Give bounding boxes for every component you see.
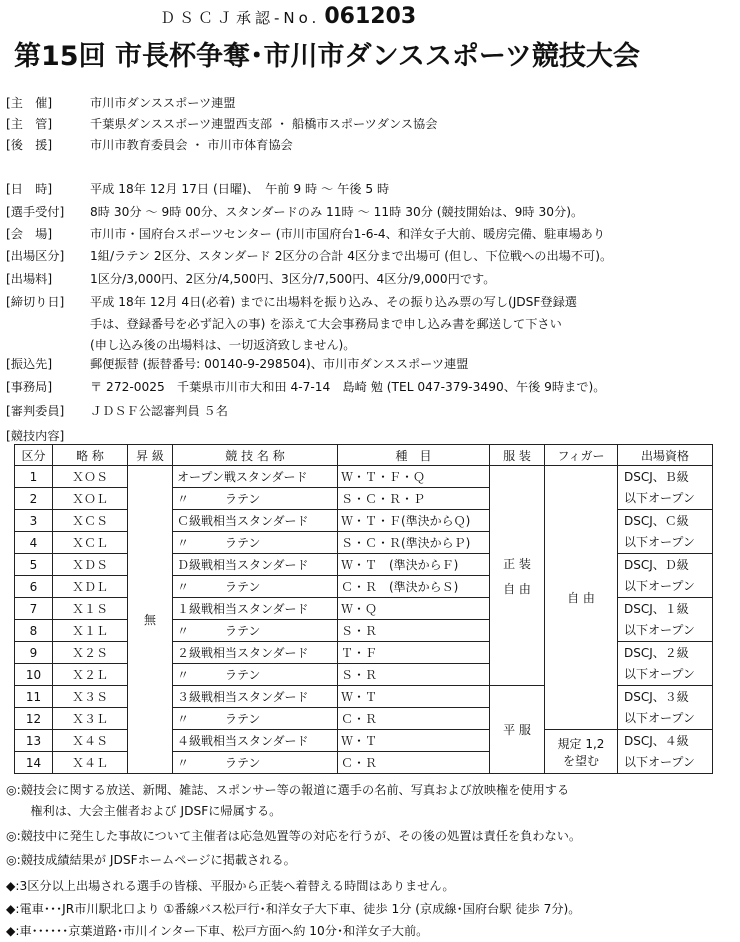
dance-type-cell: Ｃ・Ｒ: [338, 752, 490, 774]
event-name-cell: １級戦相当スタンダード: [173, 598, 338, 620]
abbr-cell: Ｘ１Ｌ: [53, 620, 128, 642]
event-name-cell: 〃 ラテン: [173, 620, 338, 642]
info-label: [主 管]: [6, 117, 53, 131]
info-label: [出場料]: [6, 272, 53, 286]
info-value: ＪＤＳＦ公認審判員 ５名: [90, 404, 228, 418]
abbr-cell: Ｘ３Ｌ: [53, 708, 128, 730]
info-value: 市川市教育委員会 ・ 市川市体育協会: [90, 138, 293, 152]
figure-rule-line1: 規定 1,2: [557, 736, 605, 751]
dance-type-cell: Ｔ・Ｆ: [338, 642, 490, 664]
note-line: ◎:競技中に発生した事故について主催者は応急処置等の対応を行うが、その後の処置は責任を負わない。: [6, 829, 582, 843]
info-value: 〒 272-0025 千葉県市川市大和田 4-7-14 島崎 勉 (TEL 047-379-3490、午後 9時まで)。: [90, 380, 606, 394]
dance-type-cell: Ｓ・Ｃ・Ｒ・Ｐ: [338, 488, 490, 510]
info-label: [締切り日]: [6, 295, 65, 309]
qualification-line2: 以下オープン: [624, 666, 695, 681]
qualification-cell: [618, 730, 713, 774]
dance-type-cell: Ｃ・Ｒ: [338, 708, 490, 730]
info-value: 平成 18年 12月 17日 (日曜)、 午前 9 時 ～ 午後 5 時: [90, 182, 390, 196]
info-value: 平成 18年 12月 4日(必着) までに出場料を振り込み、その振り込み票の写し(JDSF登録選: [90, 295, 577, 309]
info-label: [審判委員]: [6, 404, 65, 418]
qualification-line2: 以下オープン: [624, 622, 695, 637]
qualification-cell: [618, 466, 713, 510]
event-name-cell: 〃 ラテン: [173, 708, 338, 730]
event-name-cell: オープン戦スタンダード: [173, 466, 338, 488]
header-cell: フィガー: [545, 445, 618, 466]
info-value: 千葉県ダンススポーツ連盟西支部 ・ 船橋市スポーツダンス協会: [90, 117, 438, 131]
kubun-cell: 9: [15, 642, 53, 664]
qualification-line2: 以下オープン: [624, 534, 695, 549]
abbr-cell: ＸＯＳ: [53, 466, 128, 488]
qualification-line1: DSCJ、４級: [624, 733, 689, 748]
dance-type-cell: Ｗ・Ｔ (準決からＦ): [338, 554, 490, 576]
figure-free-cell: 自 由: [545, 466, 618, 730]
abbr-cell: Ｘ４Ｓ: [53, 730, 128, 752]
abbr-cell: Ｘ３Ｓ: [53, 686, 128, 708]
abbr-cell: ＸＤＳ: [53, 554, 128, 576]
info-value: 市川市・国府台スポーツセンター (市川市国府台1-6-4、和洋女子大前、暖房完備、駐車場あり: [90, 227, 606, 241]
qualification-cell: [618, 554, 713, 598]
event-name-cell: 〃 ラテン: [173, 488, 338, 510]
qualification-line1: DSCJ、１級: [624, 601, 689, 616]
dance-type-cell: Ｃ・Ｒ (準決からＳ): [338, 576, 490, 598]
note-line: 権利は、大会主催者および JDSFに帰属する。: [6, 804, 282, 818]
event-name-cell: ３級戦相当スタンダード: [173, 686, 338, 708]
info-value: 1区分/3,000円、2区分/4,500円、3区分/7,500円、4区分/9,000円です。: [90, 272, 496, 286]
info-value: 市川市ダンススポーツ連盟: [90, 96, 236, 110]
dance-type-cell: Ｗ・Ｔ: [338, 730, 490, 752]
table-header: [15, 445, 713, 466]
dance-type-cell: Ｗ・Ｔ: [338, 686, 490, 708]
kubun-cell: 10: [15, 664, 53, 686]
note-line: ◆:3区分以上出場される選手の皆様、平服から正装へ着替える時間はありません。: [6, 879, 455, 893]
qualification-cell: [618, 686, 713, 730]
header-cell: 昇 級: [128, 445, 173, 466]
abbr-cell: ＸＯＬ: [53, 488, 128, 510]
info-label: [主 催]: [6, 96, 53, 110]
section-label: [競技内容]: [6, 429, 65, 443]
qualification-cell: [618, 510, 713, 554]
header-cell: 略 称: [53, 445, 128, 466]
info-label: [日 時]: [6, 182, 53, 196]
qualification-line1: DSCJ、３級: [624, 689, 689, 704]
kubun-cell: 11: [15, 686, 53, 708]
kubun-cell: 14: [15, 752, 53, 774]
header-cell: 服 装: [490, 445, 545, 466]
figure-rule-line2: を望む: [562, 753, 599, 768]
header-cell: 種 目: [338, 445, 490, 466]
dance-type-cell: Ｗ・Ｑ: [338, 598, 490, 620]
dance-type-cell: Ｓ・Ｃ・Ｒ(準決からＰ): [338, 532, 490, 554]
abbr-cell: Ｘ４Ｌ: [53, 752, 128, 774]
event-name-cell: Ｃ級戦相当スタンダード: [173, 510, 338, 532]
kubun-cell: 5: [15, 554, 53, 576]
qualification-line1: DSCJ、Ｂ級: [624, 469, 689, 484]
approval-label: ＤＳＣＪ承認-No.: [160, 9, 321, 27]
event-name-cell: ２級戦相当スタンダード: [173, 642, 338, 664]
table-row: [15, 466, 713, 488]
qualification-line1: DSCJ、Ｃ級: [624, 513, 689, 528]
kubun-cell: 7: [15, 598, 53, 620]
page-title: 第15回 市長杯争奪･市川市ダンススポーツ競技大会: [14, 41, 640, 72]
kubun-cell: 4: [15, 532, 53, 554]
abbr-cell: ＸＣＬ: [53, 532, 128, 554]
abbr-cell: ＸＤＬ: [53, 576, 128, 598]
info-value-continued: 手は、登録番号を必ず記入の事) を添えて大会事務局まで申し込み書を郵送して下さい: [90, 317, 562, 331]
info-label: [後 援]: [6, 138, 53, 152]
qualification-line2: 以下オープン: [624, 754, 695, 769]
qualification-line2: 以下オープン: [624, 710, 695, 725]
abbr-cell: Ｘ２Ｌ: [53, 664, 128, 686]
kubun-cell: 3: [15, 510, 53, 532]
dress-formal-cell: [490, 466, 545, 686]
header-cell: 区分: [15, 445, 53, 466]
dress-formal-label: 正 装: [503, 556, 531, 571]
kubun-cell: 12: [15, 708, 53, 730]
info-label: [事務局]: [6, 380, 53, 394]
promotion-cell: 無: [128, 466, 173, 774]
event-name-cell: 〃 ラテン: [173, 532, 338, 554]
info-label: [会 場]: [6, 227, 53, 241]
qualification-line2: 以下オープン: [624, 490, 695, 505]
approval-no: 061203: [324, 4, 417, 29]
qualification-cell: [618, 642, 713, 686]
kubun-cell: 8: [15, 620, 53, 642]
kubun-cell: 13: [15, 730, 53, 752]
header-cell: 競 技 名 称: [173, 445, 338, 466]
qualification-line1: DSCJ、２級: [624, 645, 689, 660]
note-line: ◎:競技会に関する放送、新聞、雑誌、スポンサー等の報道に選手の名前、写真および放映権を使用する: [6, 783, 570, 797]
info-value: 8時 30分 ～ 9時 00分、スタンダードのみ 11時 ～ 11時 30分 (競技開始は、9時 30分)。: [90, 205, 584, 219]
kubun-cell: 2: [15, 488, 53, 510]
kubun-cell: 1: [15, 466, 53, 488]
info-value-continued: (申し込み後の出場料は、一切返済致しません)。: [90, 338, 356, 352]
event-name-cell: ４級戦相当スタンダード: [173, 730, 338, 752]
dance-type-cell: Ｗ・Ｔ・Ｆ・Ｑ: [338, 466, 490, 488]
table-row: [15, 730, 713, 752]
dance-type-cell: Ｓ・Ｒ: [338, 664, 490, 686]
figure-rule-cell: [545, 730, 618, 774]
info-label: [出場区分]: [6, 249, 65, 263]
kubun-cell: 6: [15, 576, 53, 598]
event-name-cell: Ｄ級戦相当スタンダード: [173, 554, 338, 576]
event-name-cell: 〃 ラテン: [173, 664, 338, 686]
note-line: ◎:競技成績結果が JDSFホームページに掲載される。: [6, 853, 296, 867]
abbr-cell: Ｘ１Ｓ: [53, 598, 128, 620]
info-value: 1組/ラテン 2区分、スタンダード 2区分の合計 4区分まで出場可 (但し、下位戦への出場不可)。: [90, 249, 613, 263]
event-name-cell: 〃 ラテン: [173, 752, 338, 774]
qualification-cell: [618, 598, 713, 642]
event-name-cell: 〃 ラテン: [173, 576, 338, 598]
note-line: ◆:電車･･･JR市川駅北口より ①番線バス松戸行･和洋女子大下車、徒歩 1分 (京成線･国府台駅 徒歩 7分)。: [6, 902, 581, 916]
qualification-line2: 以下オープン: [624, 578, 695, 593]
abbr-cell: Ｘ２Ｓ: [53, 642, 128, 664]
dance-type-cell: Ｓ・Ｒ: [338, 620, 490, 642]
competition-table: [14, 444, 713, 774]
approval-number: [160, 4, 416, 29]
dress-free-label: 自 由: [503, 581, 531, 596]
info-value: 郵便振替 (振替番号: 00140-9-298504)、市川市ダンススポーツ連盟: [90, 357, 469, 371]
info-label: [振込先]: [6, 357, 53, 371]
info-label: [選手受付]: [6, 205, 65, 219]
dress-plain-cell: 平 服: [490, 686, 545, 774]
header-cell: 出場資格: [618, 445, 713, 466]
qualification-line1: DSCJ、Ｄ級: [624, 557, 689, 572]
dance-type-cell: Ｗ・Ｔ・Ｆ(準決からＱ): [338, 510, 490, 532]
note-line: ◆:車･･････京葉道路･市川インター下車、松戸方面へ約 10分･和洋女子大前。: [6, 924, 429, 938]
abbr-cell: ＸＣＳ: [53, 510, 128, 532]
